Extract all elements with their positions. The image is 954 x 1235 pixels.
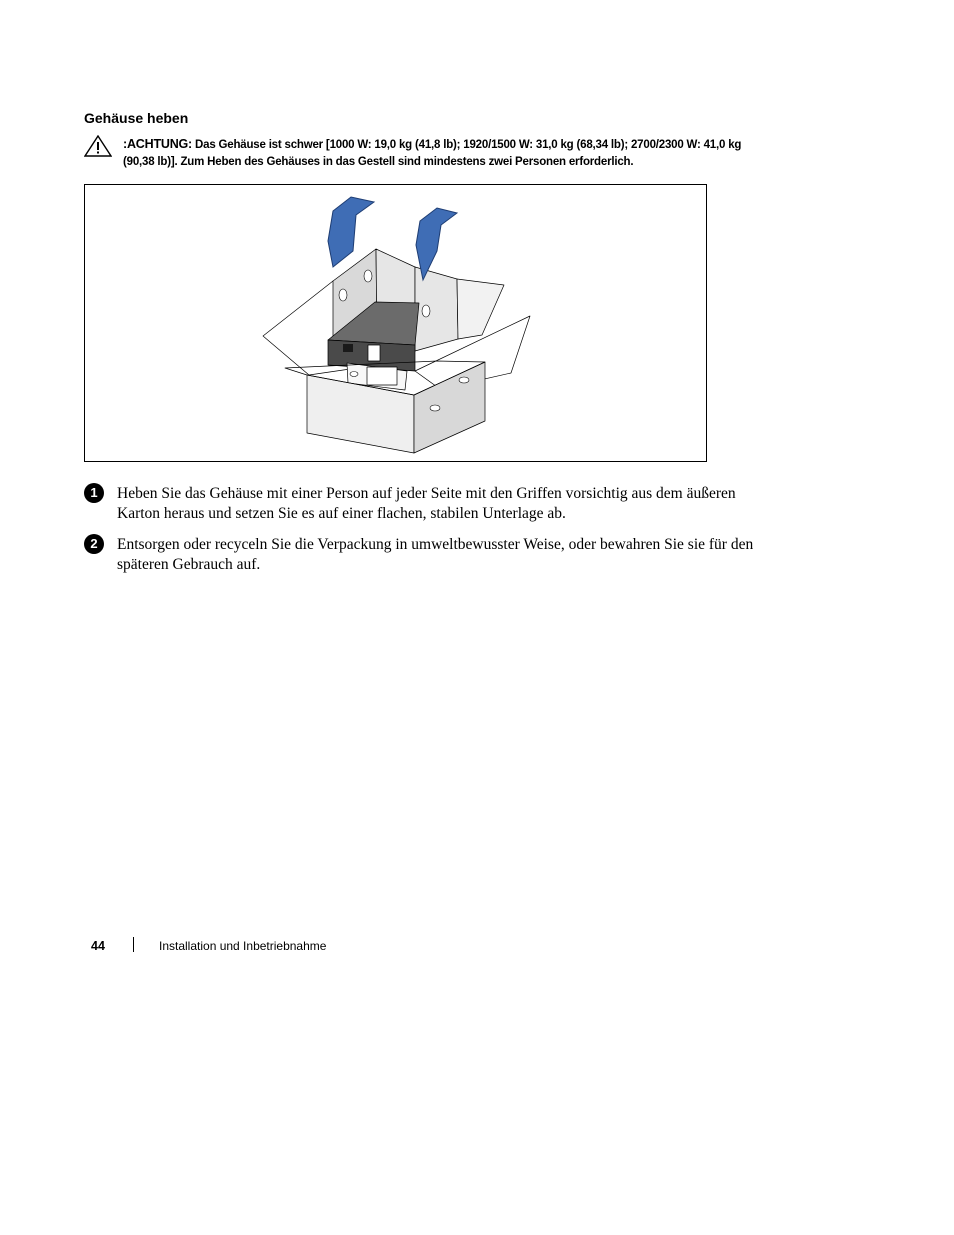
section-heading: Gehäuse heben: [84, 110, 189, 126]
step-number-badge: 1: [84, 483, 104, 503]
footer-chapter-title: Installation und Inbetriebnahme: [159, 939, 327, 953]
footer-divider: [133, 937, 134, 952]
step-text: Heben Sie das Gehäuse mit einer Person auf jeder Seite mit den Griffen vorsichtig aus dem äußeren Karton heraus und setzen Sie es auf einer flachen, stabilen Unterlage ab.: [117, 485, 736, 522]
page-number: 44: [91, 939, 105, 953]
caution-note: [123, 136, 763, 171]
caution-text: Das Gehäuse ist schwer [1000 W: 19,0 kg (41,8 lb); 1920/1500 W: 31,0 kg (68,34 lb); 2700/2300 W: 41,0 kg (90,38 lb)]. Zum Heben des Gehäuses in das Gestell sind mindestens zwei Personen erforderlich.: [123, 139, 742, 168]
lift-enclosure-from-box-illustration: [85, 185, 708, 463]
caution-label: :ACHTUNG:: [123, 137, 193, 151]
warning-triangle-icon: [84, 135, 112, 157]
step-number-badge: 2: [84, 534, 104, 554]
figure-frame: [84, 184, 707, 462]
step-text: Entsorgen oder recyceln Sie die Verpackung in umweltbewusster Weise, oder bewahren Sie sie für den späteren Gebrauch auf.: [117, 536, 754, 573]
